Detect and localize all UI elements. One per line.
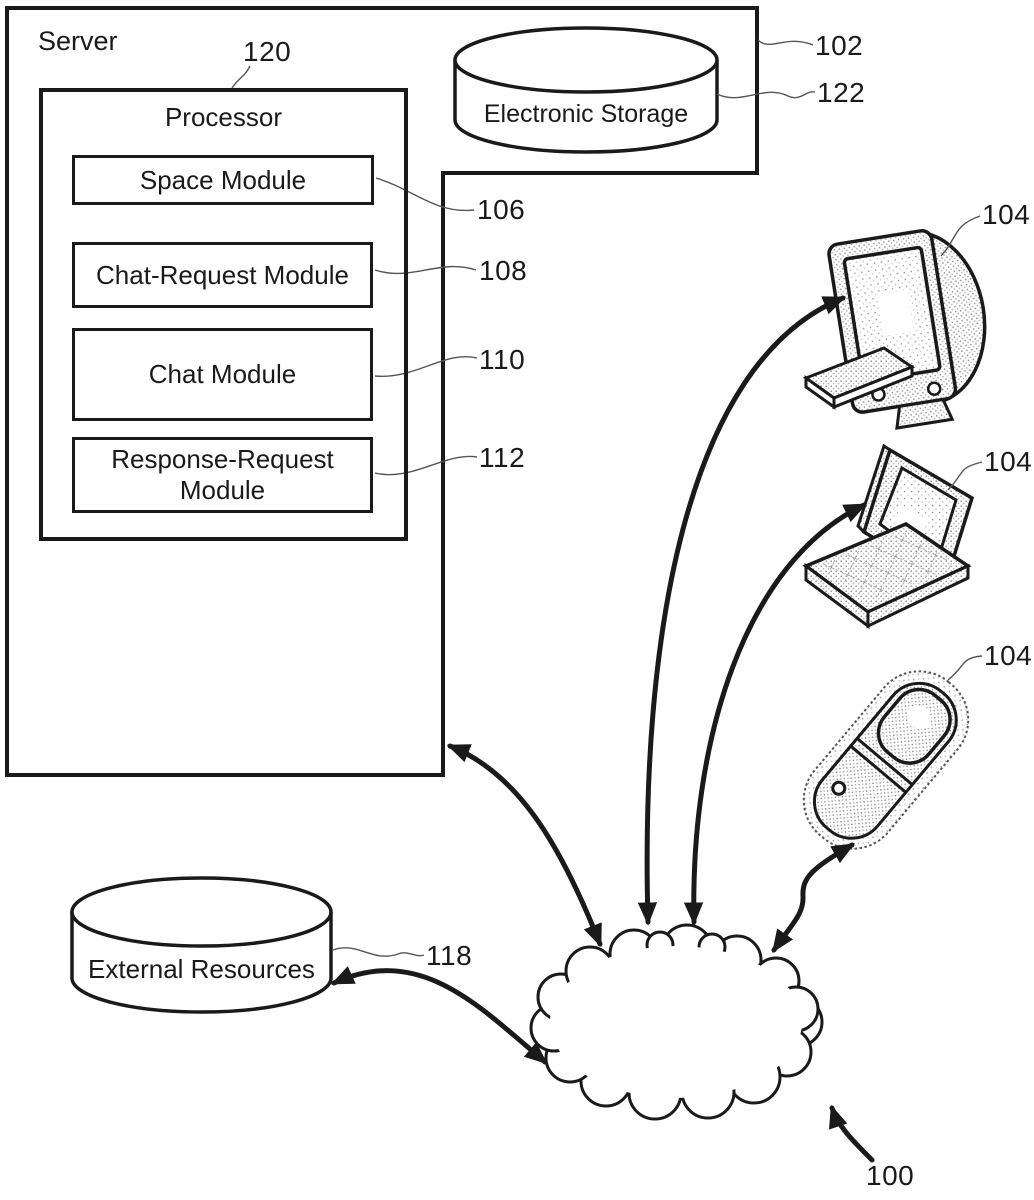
chat-request-module-label: Chat-Request Module [96, 259, 349, 290]
chat-module-box [72, 328, 373, 421]
leader-120 [232, 66, 250, 88]
leader-122 [717, 92, 815, 98]
external-resources-label: External Resources [88, 954, 315, 984]
electronic-storage-label: Electronic Storage [483, 100, 689, 128]
ref-100-system: 100 [866, 1160, 915, 1191]
electronic-storage-cylinder [455, 28, 717, 152]
space-module-label: Space Module [139, 164, 307, 195]
server-label: Server [38, 26, 118, 56]
ref-120-processor: 120 [243, 36, 292, 67]
arrow-server-cloud [450, 746, 600, 944]
chat-module-label: Chat Module [148, 359, 297, 390]
ref-104-desktop: 104 [982, 199, 1031, 230]
ref-118-external-resources: 118 [426, 940, 473, 971]
ref-102-server: 102 [815, 30, 864, 61]
leader-102 [758, 40, 813, 45]
response-request-module-box [72, 437, 373, 513]
chat-request-module-box [72, 242, 373, 308]
ref-108-chat-request-module: 108 [479, 255, 528, 286]
leader-104c [948, 656, 982, 680]
desktop-computer [806, 223, 1000, 434]
ref-122-electronic-storage: 122 [817, 77, 866, 108]
ref-112-response-request-module: 112 [479, 442, 526, 473]
network-cloud [531, 925, 822, 1119]
arrow-ref-100 [832, 1108, 872, 1160]
arrow-external-cloud [334, 971, 545, 1062]
mobile-phone [785, 653, 987, 868]
leader-118 [333, 948, 424, 956]
arrow-phone-cloud [774, 845, 852, 950]
ref-104-phone: 104 [984, 640, 1033, 671]
external-resources-cylinder [72, 878, 331, 1012]
space-module-box [72, 155, 374, 205]
ref-104-laptop: 104 [984, 446, 1033, 477]
response-request-module-label: Response-Request Module [111, 444, 334, 505]
laptop-computer [806, 446, 972, 626]
ref-110-chat-module: 110 [479, 344, 526, 375]
ref-106-space-module: 106 [477, 194, 526, 225]
processor-label: Processor [164, 102, 283, 132]
